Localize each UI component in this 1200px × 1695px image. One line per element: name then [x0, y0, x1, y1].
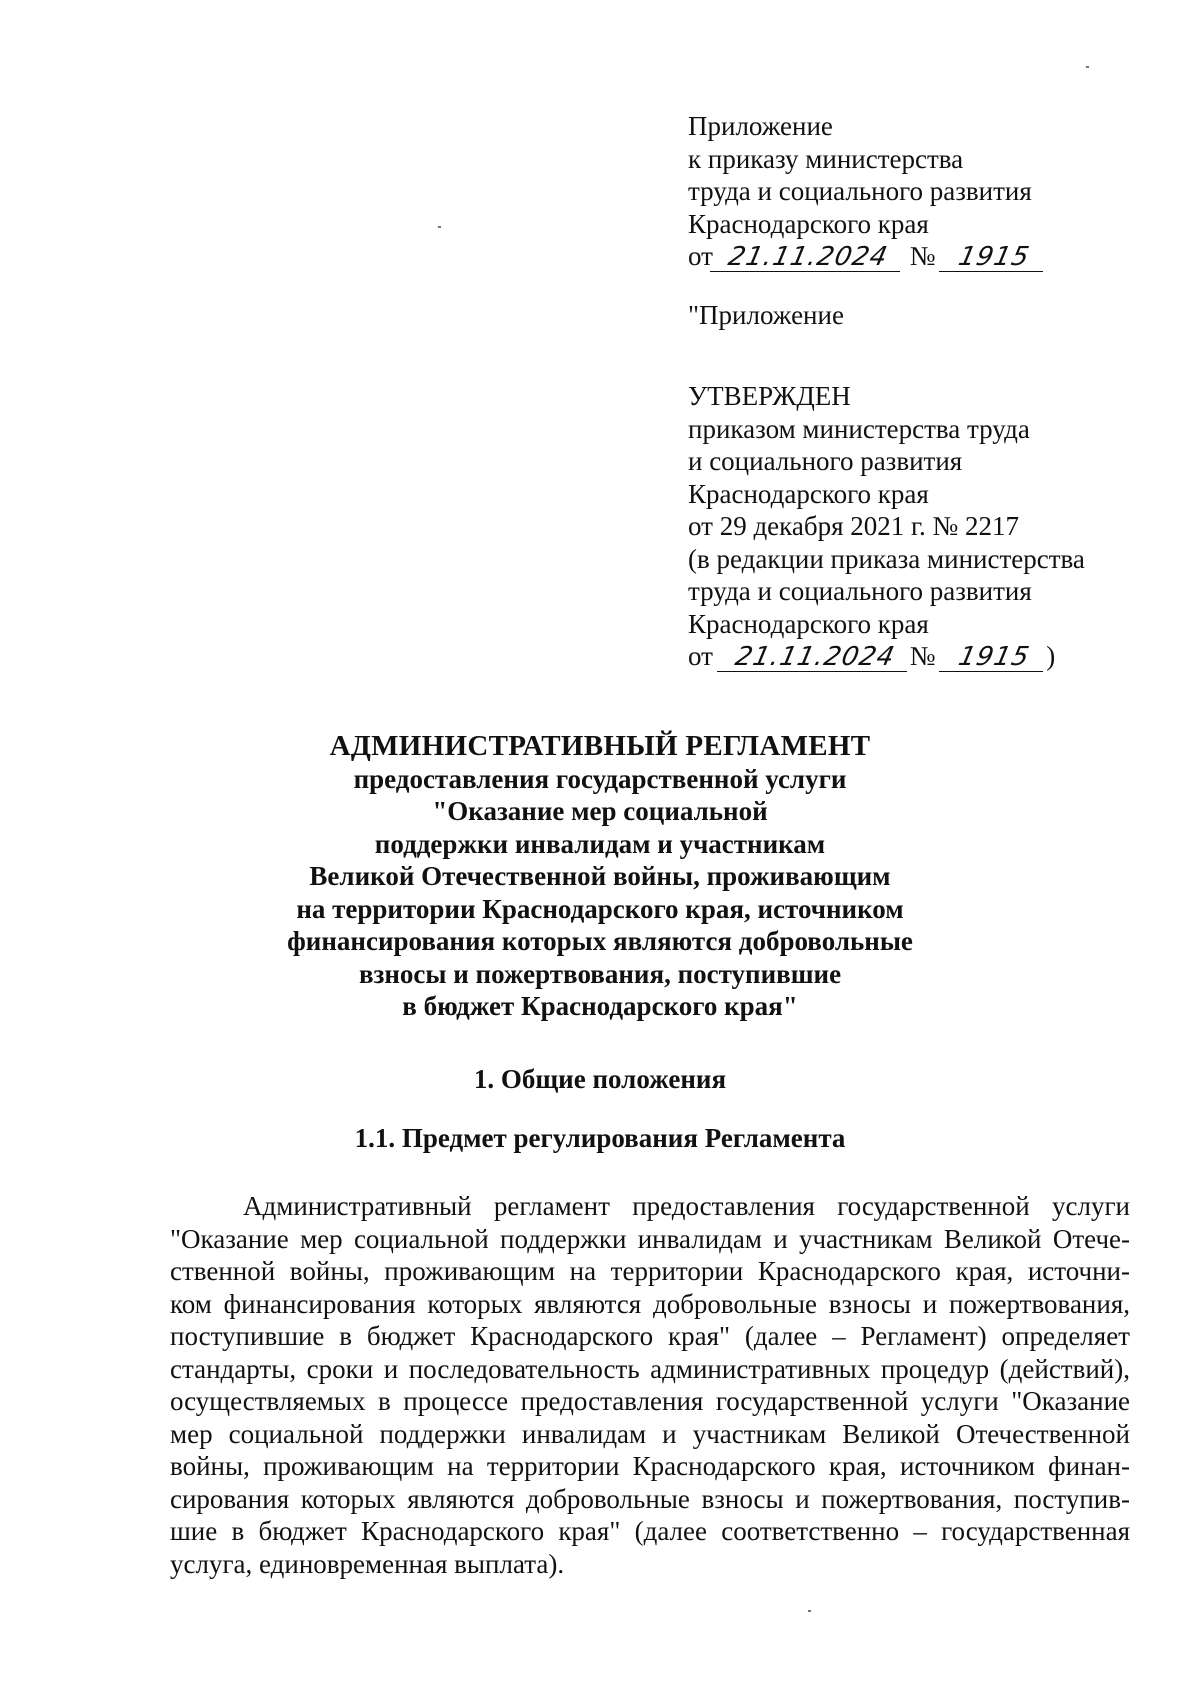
appendix-line: Краснодарского края [688, 208, 929, 239]
title-main: АДМИНИСТРАТИВНЫЙ РЕГЛАМЕНТ [329, 730, 871, 762]
body-line: сирования которых являются добровольные взносы и пожертвования, поступив- [170, 1483, 1130, 1514]
scan-speck [808, 1610, 811, 1612]
body-line: осуществляемых в процессе предоставления государственной услуги "Оказание [170, 1386, 1130, 1416]
body-line: ком финансирования которых являются добровольные взносы и пожертвования, [170, 1288, 1130, 1319]
handwritten-date: 21.11.2024 [717, 643, 913, 672]
body-line: войны, проживающим на территории Краснодарского края, источником финан- [170, 1451, 1130, 1481]
scan-speck [1086, 66, 1089, 68]
closing-parenthesis: ) [1046, 641, 1056, 671]
document-title [200, 730, 1000, 1023]
approved-date-line [688, 640, 1148, 673]
number-sign: № [909, 641, 936, 671]
approved-line: Краснодарского края [688, 478, 929, 509]
approved-line: Краснодарского края [688, 608, 929, 639]
body-line: стандарты, сроки и последовательность административных процедур (действий), [170, 1353, 1130, 1384]
title-line: поддержки инвалидам и участникам [374, 828, 826, 859]
from-prefix: от [688, 241, 713, 271]
title-line: взносы и пожертвования, поступившие [358, 958, 842, 989]
body-line: "Оказание мер социальной поддержки инвалидам и участникам Великой Отече- [170, 1223, 1130, 1254]
appendix-line: Приложение [688, 111, 833, 141]
title-line: "Оказание мер социальной [432, 796, 768, 826]
body-paragraph [170, 1190, 1130, 1580]
approved-line: (в редакции приказа министерства [688, 543, 1085, 574]
appendix-line: к приказу министерства [688, 143, 964, 174]
approved-line: приказом министерства труда [688, 413, 1030, 444]
inner-appendix-label: "Приложение [688, 299, 844, 330]
body-line: услуга, единовременная выплата). [170, 1548, 565, 1579]
title-line: в бюджет Краснодарского края" [402, 991, 798, 1021]
appendix-line: труда и социального развития [688, 176, 1032, 206]
appendix-date-line [688, 240, 1148, 273]
body-line: шие в бюджет Краснодарского края" (далее соответственно – государственная [170, 1516, 1130, 1546]
approved-line: от 29 декабря 2021 г. № 2217 [688, 511, 1020, 541]
title-line: предоставления государственной услуги [353, 763, 847, 794]
section-heading-subject: 1.1. Предмет регулирования Регламента [354, 1123, 846, 1153]
handwritten-date: 21.11.2024 [710, 243, 906, 272]
scan-speck [438, 226, 441, 228]
body-line: мер социальной поддержки инвалидам и участникам Великой Отечественной [170, 1418, 1130, 1449]
handwritten-number: 1915 [939, 643, 1049, 672]
title-line: на территории Краснодарского края, источником [296, 893, 904, 924]
handwritten-number: 1915 [939, 243, 1049, 272]
from-prefix: от [688, 641, 713, 671]
section-heading-general: 1. Общие положения [473, 1064, 727, 1094]
body-line: поступившие в бюджет Краснодарского края" (далее – Регламент) определяет [170, 1321, 1130, 1351]
title-line: финансирования которых являются добровольные [287, 926, 913, 956]
title-line: Великой Отечественной войны, проживающим [309, 861, 891, 891]
body-line: Административный регламент предоставления государственной услуги [243, 1191, 1130, 1221]
approved-line: труда и социального развития [688, 576, 1032, 606]
approved-line: и социального развития [688, 446, 963, 476]
number-sign: № [909, 241, 936, 271]
appendix-block [688, 110, 1148, 331]
approved-block [688, 380, 1148, 673]
body-line: ственной войны, проживающим на территории Краснодарского края, источни- [170, 1256, 1130, 1286]
approved-heading: УТВЕРЖДЕН [688, 381, 851, 411]
